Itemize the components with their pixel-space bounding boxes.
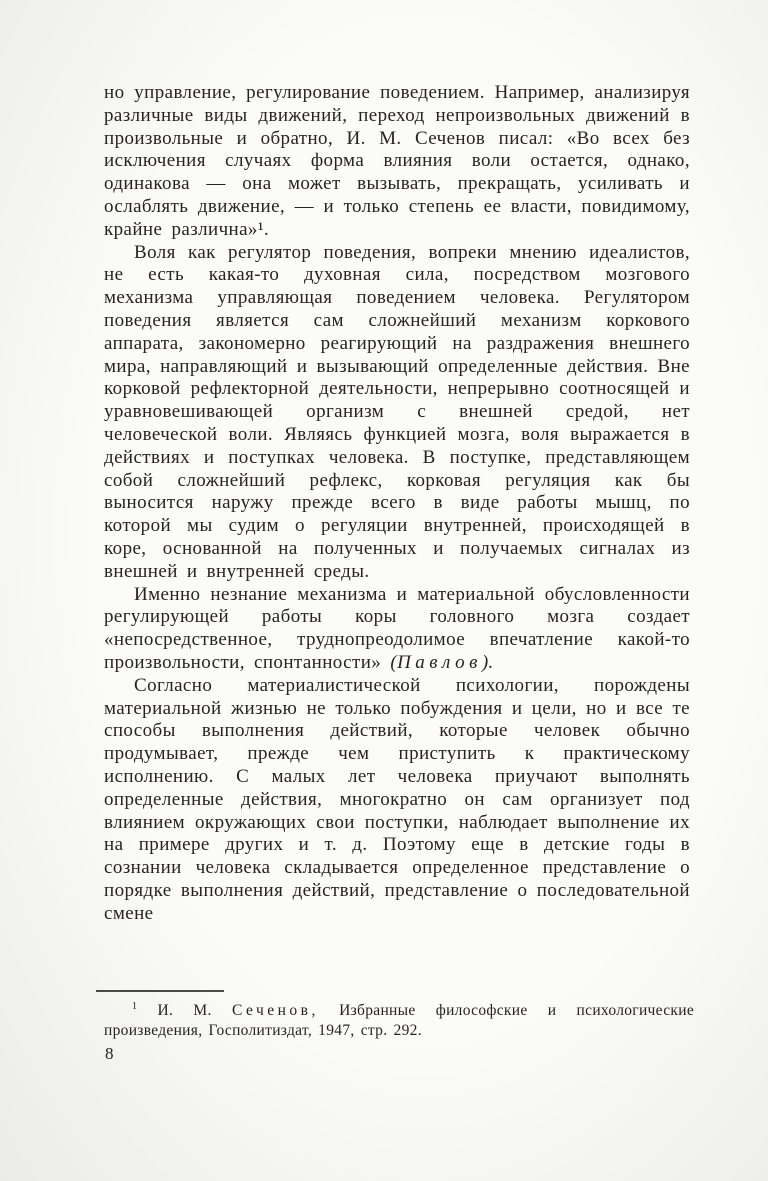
page-number: 8 xyxy=(105,1044,114,1063)
footnote-author-surname: Сеченов, xyxy=(231,1002,319,1019)
footnote-separator-rule xyxy=(96,990,224,992)
footnote-marker: 1 xyxy=(132,1000,138,1012)
pavlov-attribution xyxy=(390,652,493,673)
paragraph-4-text: Согласно материалистической психологии, порождены материальной жизнью не только побуждения и цели, но и все те способы выполнения действий, которые человек обычно продумывает, прежде чем приступить к практическому исполнению. С малых лет человека приучают выполнять определенные действия, многократно он сам организует под влиянием окружающих свои поступки, наблюдает выполнение их на примере других и т. д. Поэтому еще в детские годы в сознании человека складывается определенное представление о порядке выполнения действий, представление о последовательной смене xyxy=(104,674,690,924)
paragraph-4 xyxy=(104,675,690,926)
attribution-open-paren: ( xyxy=(390,651,398,673)
paragraph-3-text: Именно незнание механизма и материальной обусловленности регулирующей работы коры головного мозга создает «непосредственное, труднопреодолимое впечатление какой-то произвольности, спонтанности» xyxy=(104,583,690,673)
attribution-author-name: Павлов xyxy=(397,651,482,673)
attribution-close-paren: ). xyxy=(481,651,494,673)
paragraph-1 xyxy=(104,82,690,242)
paragraph-2-text: Воля как регулятор поведения, вопреки мнению идеалистов, не есть какая-то духовная сила, посредством мозгового механизма управляющая поведением человека. Регулятором поведения является сам сложнейший механизм коркового аппарата, закономерно реагирующий на раздражения внешнего мира, направляющий и вызывающий определенные действия. Вне корковой рефлекторной деятельности, непрерывно соотносящей и уравновешивающей организм с внешней средой, нет человеческой воли. Являясь функцией мозга, воля выражается в действиях и поступках человека. В поступке, представляющем собой сложнейший рефлекс, корковая регуляция как бы выносится наружу прежде всего в виде работы мышц, по которой мы судим о регуляции внутренней, происходящей в коре, основанной на полученных и получаемых сигналах из внешней и внутренней среды. xyxy=(104,241,690,582)
paragraph-3 xyxy=(104,584,690,675)
page-text-block xyxy=(104,82,690,925)
footnote-citation-text: Избранные философские и психологические произведения, Госполитиздат, 1947, стр. 292. xyxy=(104,1002,695,1039)
paragraph-1-text: но управление, регулирование поведением. Например, анализируя различные виды движений, переход непроизвольных движений в произвольные и обратно, И. М. Сеченов писал: «Во всех без исключения случаях форма влияния воли остается, однако, одинакова — она может вызывать, прекращать, усиливать и ослаблять движение, — и только степень ее власти, повидимому, крайне различна»¹. xyxy=(104,82,690,240)
footnote xyxy=(104,1001,694,1040)
footnote-author-initials: И. М. xyxy=(157,1002,212,1019)
paragraph-2 xyxy=(104,242,690,584)
